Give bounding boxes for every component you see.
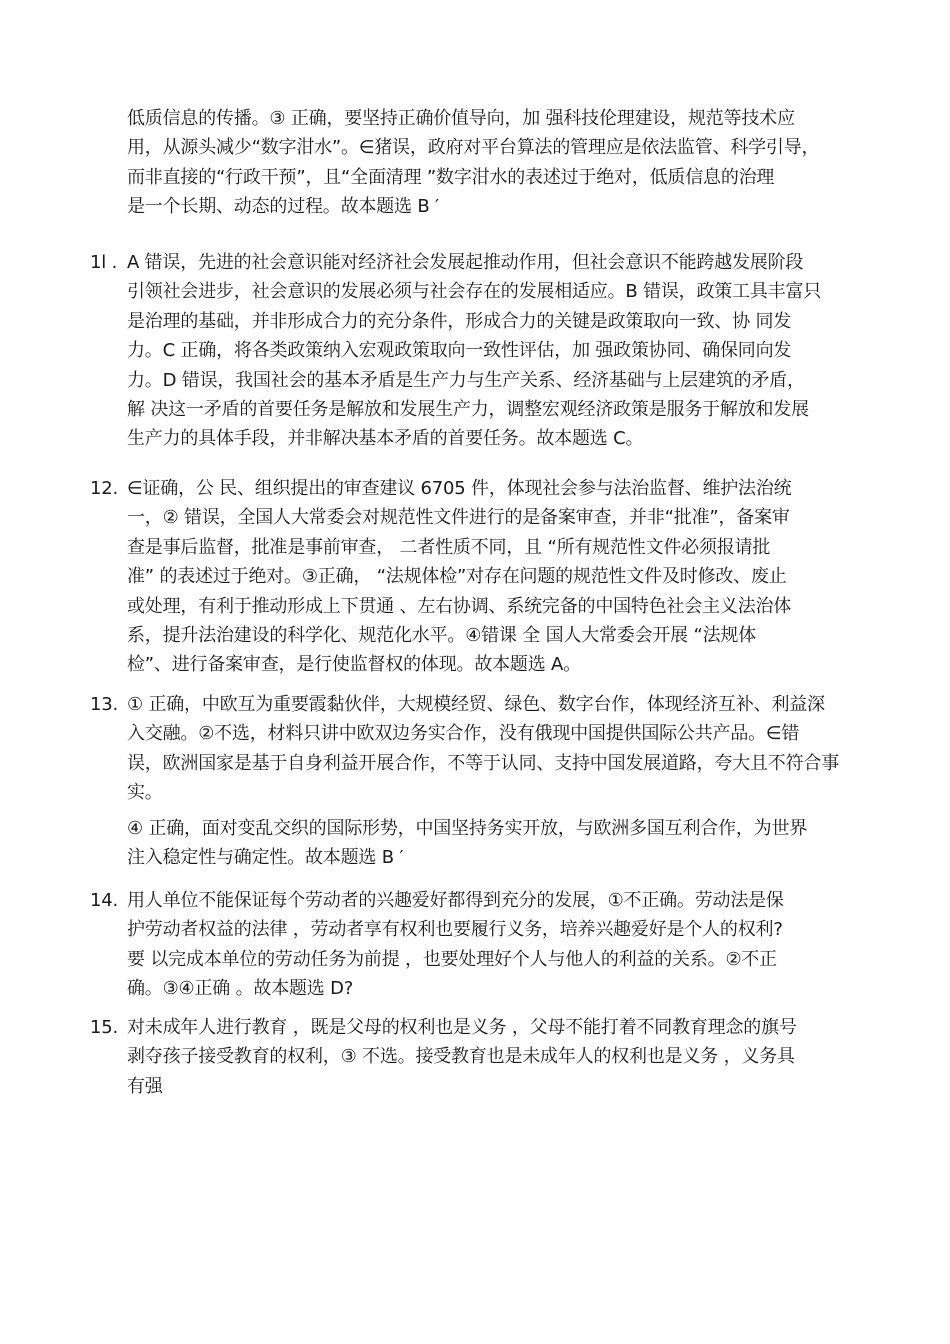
text-line: 要 以完成本单位的劳动任务为前提 ，也要处理好个人与他人的利益的关系。②不正 [127,948,777,970]
answer-item-12 [90,474,890,680]
text-line: 实。 [127,782,163,804]
text-line: 护劳动者权益的法律 ，劳动者享有权利也要履行义务，培养兴趣爱好是个人的权利? [127,919,783,941]
text-line: 误，欧洲国家是基于自身利益开展合作，不等于认同、支持中国发展道路，夸大且不符合事 [127,752,839,774]
item-number: 1l . [90,252,118,273]
text-line: 或处理，有利于推动形成上下贯通 、左右协调、系统完备的中国特色社会主义法治体 [127,595,792,617]
text-line: 对未成年人进行教育 ，既是父母的权利也是义务 ，父母不能打着不同教育理念的旗号 [127,1017,797,1038]
item-number: 13. [90,694,119,715]
text-line: 准” 的表述过于绝对。③正确， “法规体检”对存在问题的规范性文件及时修改、废止 [127,566,787,588]
text-line: 是治理的基础，并非形成合力的充分条件，形成合力的关键是政策取向一致、协 同发 [127,310,792,332]
item-number: 14. [90,890,119,911]
text-line: 注入稳定性与确定性。故本题选 B ′ [127,847,404,869]
continuation-paragraph [90,104,890,222]
text-line: 生产力的具体手段，并非解决基本矛盾的首要任务。故本题选 C。 [127,428,644,450]
text-line: 一，② 错误，全国人大常委会对规范性文件进行的是备案审查，并非“批准”，备案审 [127,507,790,529]
text-line: 入交融。②不选，材料只讲中欧双边务实合作，没有俄现中国提供国际公共产品。∈错 [127,723,800,745]
text-line: 低质信息的传播。③ 正确，要坚持正确价值导向，加 强科技伦理建设，规范等技术应 [127,108,795,129]
text-line: 有强 [127,1075,163,1097]
answer-item-13 [90,690,890,808]
text-line: 用人单位不能保证每个劳动者的兴趣爱好都得到充分的发展，①不正确。劳动法是保 [127,890,784,911]
text-line: 是一个长期、动态的过程。故本题选 B ′ [127,196,439,218]
text-line: A 错误，先进的社会意识能对经济社会发展起推动作用，但社会意识不能跨越发展阶段 [127,252,804,273]
item-number: 12. [90,478,119,499]
text-line: ④ 正确，面对变乱交织的国际形势，中国坚持务实开放，与欧洲多国互利合作，为世界 [127,818,808,839]
text-line: 力。D 错误，我国社会的基本矛盾是生产力与生产关系、经济基础与上层建筑的矛盾， [127,369,805,391]
answer-item-11 [90,248,890,454]
text-line: 力。C 正确，将各类政策纳入宏观政策取向一致性评估，加 强政策协同、确保同向发 [127,340,792,362]
text-line: 剥夺孩子接受教育的权利，③ 不选。接受教育也是未成年人的权利也是义务 ，义务具 [127,1046,795,1068]
text-line: 解 决这一矛盾的首要任务是解放和发展生产力，调整宏观经济政策是服务于解放和发展 [127,399,809,421]
text-line: ① 正确，中欧互为重要霞黏伙伴，大规模经贸、绿色、数字台作，体现经济互补、利益深 [127,694,825,715]
text-line: 用，从源头减少“数字泔水”。∈猪误，政府对平台算法的管理应是依法监管、科学引导， [127,137,820,159]
answer-item-15 [90,1013,890,1101]
text-line: 引领社会进步，社会意识的发展必须与社会存在的发展相适应。B 错误，政策工具丰富只 [127,281,822,303]
answer-item-13-continued [90,814,890,873]
text-line: 系，提升法治建设的科学化、规范化水平。④错课 全 国人大常委会开展 “法规体 [127,625,757,647]
text-line: 确。③④正确 。故本题选 D? [127,978,354,1000]
text-line: 而非直接的“行政干预”，且“全面清理 ”数字泔水的表述过于绝对，低质信息的治理 [127,166,775,188]
answer-item-14 [90,886,890,1004]
item-number: 15. [90,1017,119,1038]
text-line: ∈证确，公 民、组织提出的审查建议 6705 件，体现社会参与法治监督、维护法治统 [127,478,792,499]
text-line: 查是事后监督，批准是事前审查， 二者性质不同，且 “所有规范性文件必须报请批 [127,536,771,558]
text-line: 检”、进行备案审查，是行使监督权的体现。故本题选 A。 [127,654,581,676]
